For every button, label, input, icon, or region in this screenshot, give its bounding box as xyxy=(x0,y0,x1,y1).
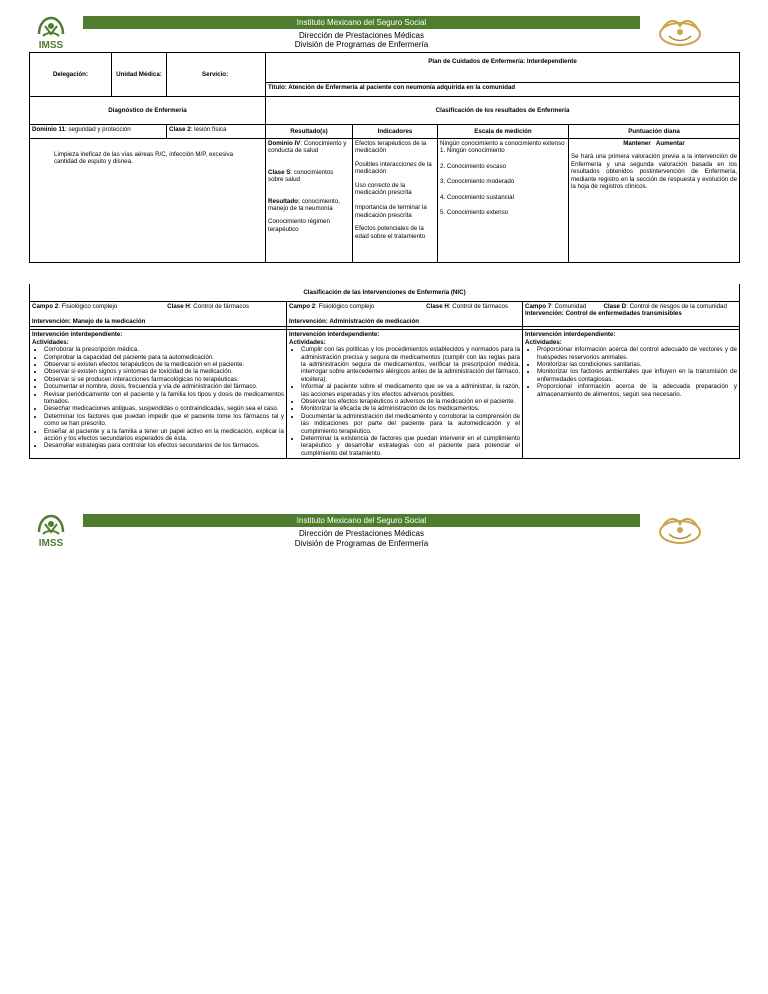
res-resultado-text: conocimiento, manejo de la neumonía xyxy=(268,197,340,213)
header-line1: Dirección de Prestaciones Médicas xyxy=(299,31,424,40)
care-plan-table xyxy=(29,52,740,263)
diagnostico-header: Diagnóstico de Enfermería xyxy=(30,97,266,125)
mantener-aumentar xyxy=(571,140,737,147)
nic-col3-campo xyxy=(523,301,740,327)
activity-item: • Documentar la administración del medicamento y corroborar la comprensión de las indicaciones por parte del paciente para la automedicación y el cumplimiento terapéutico. xyxy=(301,413,520,435)
mantener-label: Mantener xyxy=(623,140,651,147)
nic3-activity-list xyxy=(525,346,737,398)
nic2-campo-label: Campo 2 xyxy=(289,302,316,310)
indicadores-cell xyxy=(353,139,438,263)
nic1-clase-label: Clase H xyxy=(167,302,190,310)
nic-col1-campo xyxy=(30,301,287,327)
nic2-interdep: Intervención interdependiente: xyxy=(289,331,380,339)
nic1-clase-text: : Control de fármacos xyxy=(189,302,249,310)
nic3-clase-label: Clase D xyxy=(603,302,627,310)
activity-item: • Desarrollar estrategias para controlar los efectos secundarios de los fármacos. xyxy=(44,442,284,449)
indicador-4: Importancia de terminar la medicación prescrita xyxy=(355,204,427,219)
clasificacion-header: Clasificación de los resultados de Enfermería xyxy=(266,97,740,125)
nic3-interdep: Intervención interdependiente: xyxy=(525,331,616,339)
nic-col3-actividades xyxy=(523,330,740,459)
escala-4: 4. Conocimiento sustancial xyxy=(440,193,514,201)
activity-item: • Informar al paciente sobre el medicamento que se va a administrar, la razón, las acciones esperadas y los efectos adversos posibles. xyxy=(301,383,520,398)
nic-col1-actividades xyxy=(30,330,287,459)
nic-col2-campo xyxy=(287,301,523,327)
nic2-activity-list xyxy=(289,346,520,457)
escala-2: 2. Conocimiento escaso xyxy=(440,162,507,170)
nic-table xyxy=(29,284,740,459)
nic3-intervencion: Intervención: Control de enfermedades transmisibles xyxy=(525,309,682,317)
diagnostico-text: Limpieza ineficaz de las vías aéreas R/C, infección M/P, excesiva cantidad de esputo y disnea. xyxy=(30,139,266,263)
clase-text: : lesión física xyxy=(190,126,227,133)
clase-label: Clase 2 xyxy=(169,126,191,133)
activity-item: • Revisar periódicamente con el paciente y la familia los tipos y dosis de medicamentos tomados. xyxy=(44,391,284,406)
puntuacion-text: Se hará una primera valoración previa a la intervención de Enfermería y una segunda valoración basada en los resultados obtenidos postintervención de Enfermería, mediante registro en la sección de respuesta y evolución de la hoja de registros clínicos. xyxy=(571,153,738,191)
institution-banner-page2: Instituto Mexicano del Seguro Social xyxy=(83,514,640,527)
nic1-campo-text: : Fisiológico complejo xyxy=(58,302,118,310)
activity-item: • Cumplir con las políticas y los procedimientos establecidos y normados para la administración precisa y segura de medicamentos (cumplir con las reglas para la administración segura de medicamentos, verificar la prescripción médica, interrogar sobre antecedentes alérgicos antes de la administración del fármaco, etcétera). xyxy=(301,346,520,383)
nic3-campo-text: : Comunidad xyxy=(551,302,587,310)
clase-cell xyxy=(167,125,266,139)
activity-item: • Observar los efectos terapéuticos o adversos de la medicación en el paciente. xyxy=(301,398,520,405)
activity-item: • Observar si se producen interacciones farmacológicas no terapéuticas. xyxy=(44,376,284,383)
servicio-label: Servicio: xyxy=(167,53,266,97)
escala-header: Escala de medición xyxy=(438,125,569,139)
imss-logo xyxy=(31,14,71,50)
activity-item: • Comprobar la capacidad del paciente para la automedicación. xyxy=(44,354,284,361)
puntuacion-header: Puntuación diana xyxy=(569,125,740,139)
activity-item: • Documentar el nombre, dosis, frecuencia y vía de administración del fármaco. xyxy=(44,383,284,390)
activity-item: • Corroborar la prescripción médica. xyxy=(44,346,284,353)
escala-5: 5. Conocimiento extenso xyxy=(440,209,509,217)
res-dominio-label: Dominio IV xyxy=(268,140,301,147)
res-clase-label: Clase S xyxy=(268,168,291,176)
delegacion-label: Delegación: xyxy=(30,53,112,97)
nic1-activity-list xyxy=(32,346,284,450)
activity-item: • Proporcionar información acerca de la adecuada preparación y almacenamiento de alimentos, según sea necesario. xyxy=(537,383,737,398)
imss-logo-text-page2: IMSS xyxy=(38,538,64,548)
indicadores-header: Indicadores xyxy=(353,125,438,139)
activity-item: • Determinar los factores que puedan impedir que el paciente tome los fármacos tal y como se han prescrito. xyxy=(44,413,284,428)
indicador-1: Efectos terapéuticos de la medicación xyxy=(355,140,427,155)
nic3-clase-text: : Control de riesgos de la comunidad xyxy=(626,302,727,310)
plan-titulo: Titulo: Atención de Enfermería al paciente con neumonía adquirida en la comunidad xyxy=(266,83,740,97)
dominio-text: : seguridad y protección xyxy=(65,126,131,133)
escala-3: 3. Conocimiento moderado xyxy=(440,178,515,186)
nic2-clase-label: Clase H xyxy=(426,302,449,310)
imss-logo-page2 xyxy=(31,512,71,548)
resultados-cell xyxy=(266,139,353,263)
escala-range: Ningún conocimiento a conocimiento extenso xyxy=(440,140,565,147)
escala-cell xyxy=(438,139,569,263)
activity-item: • Monitorizar los factores ambientales que influyen en la transmisión de enfermedades contagiosas. xyxy=(537,368,737,383)
resultados-header: Resultado(s) xyxy=(266,125,353,139)
activity-item: • Determinar la existencia de factores que puedan intervenir en el cumplimiento terapéutico y desarrollar estrategias con el paciente para potenciar el cumplimiento del tratamiento. xyxy=(301,435,520,457)
activity-item: • Monitorizar las condiciones sanitarias. xyxy=(537,361,737,368)
indicador-2: Posibles interacciones de la medicación xyxy=(355,160,432,176)
activity-item: • Desechar medicaciones antiguas, suspendidas o contraindicadas, según sea el caso. xyxy=(44,405,284,412)
header-line2: División de Programas de Enfermería xyxy=(294,40,429,49)
nic-col2-actividades xyxy=(287,330,523,459)
eagle-emblem xyxy=(655,14,705,48)
nic2-intervencion: Intervención: Administración de medicación xyxy=(289,317,420,325)
nic2-campo-text: : Fisiológico complejo xyxy=(315,302,375,310)
activity-item: • Observar si existen signos y síntomas de toxicidad de la medicación. xyxy=(44,368,284,375)
res-resultado-label: Resultado: xyxy=(268,197,300,205)
plan-title: Plan de Cuidados de Enfermería: Interdependiente xyxy=(266,53,740,83)
res-regimen: Conocimiento régimen terapéutico xyxy=(268,218,330,233)
indicador-5: Efectos potenciales de la edad sobre el tratamiento xyxy=(355,225,426,240)
escala-1: 1. Ningún conocimiento xyxy=(440,147,505,155)
dominio-cell xyxy=(30,125,167,139)
activity-item: • Observar si existen efectos terapéuticos de la medicación en el paciente. xyxy=(44,361,284,368)
activity-item: • Monitorizar la eficacia de la administración de los medicamentos. xyxy=(301,405,520,412)
dominio-label: Dominio 11 xyxy=(32,126,66,133)
nic2-clase-text: : Control de fármacos xyxy=(448,302,508,310)
aumentar-label: Aumentar xyxy=(655,140,685,147)
nic1-actividades-label: Actividades: xyxy=(32,338,69,346)
indicador-3: Uso correcto de la medicación prescrita xyxy=(355,181,412,197)
puntuacion-cell xyxy=(569,139,740,263)
res-clase-text: : conocimientos sobre salud xyxy=(268,168,334,184)
nic1-interdep: Intervención interdependiente: xyxy=(32,331,123,339)
unidad-medica-label: Unidad Médica: xyxy=(112,53,167,97)
nic-header: Clasificación de las Intervenciones de Enfermería (NIC) xyxy=(30,284,740,301)
nic3-actividades-label: Actividades: xyxy=(525,338,562,346)
nic1-campo-label: Campo 2 xyxy=(32,302,59,310)
nic2-actividades-label: Actividades: xyxy=(289,338,326,346)
res-dominio-text: : Conocimiento y conducta de salud xyxy=(268,140,347,155)
eagle-emblem-page2 xyxy=(655,512,705,546)
nic3-campo-label: Campo 7 xyxy=(525,302,552,310)
header-line2-page2: División de Programas de Enfermería xyxy=(294,539,429,548)
institution-banner: Instituto Mexicano del Seguro Social xyxy=(83,16,640,29)
nic1-intervencion: Intervención: Manejo de la medicación xyxy=(32,317,146,325)
header-line1-page2: Dirección de Prestaciones Médicas xyxy=(299,529,424,538)
imss-logo-text: IMSS xyxy=(38,40,64,50)
activity-item: • Proporcionar información acerca del control adecuado de vectores y de huéspedes reservorios animales. xyxy=(537,346,737,361)
activity-item: • Enseñar al paciente y a la familia a tener un papel activo en la medicación, explicar la acción y los efectos secundarios esperados de ésta. xyxy=(44,428,284,443)
